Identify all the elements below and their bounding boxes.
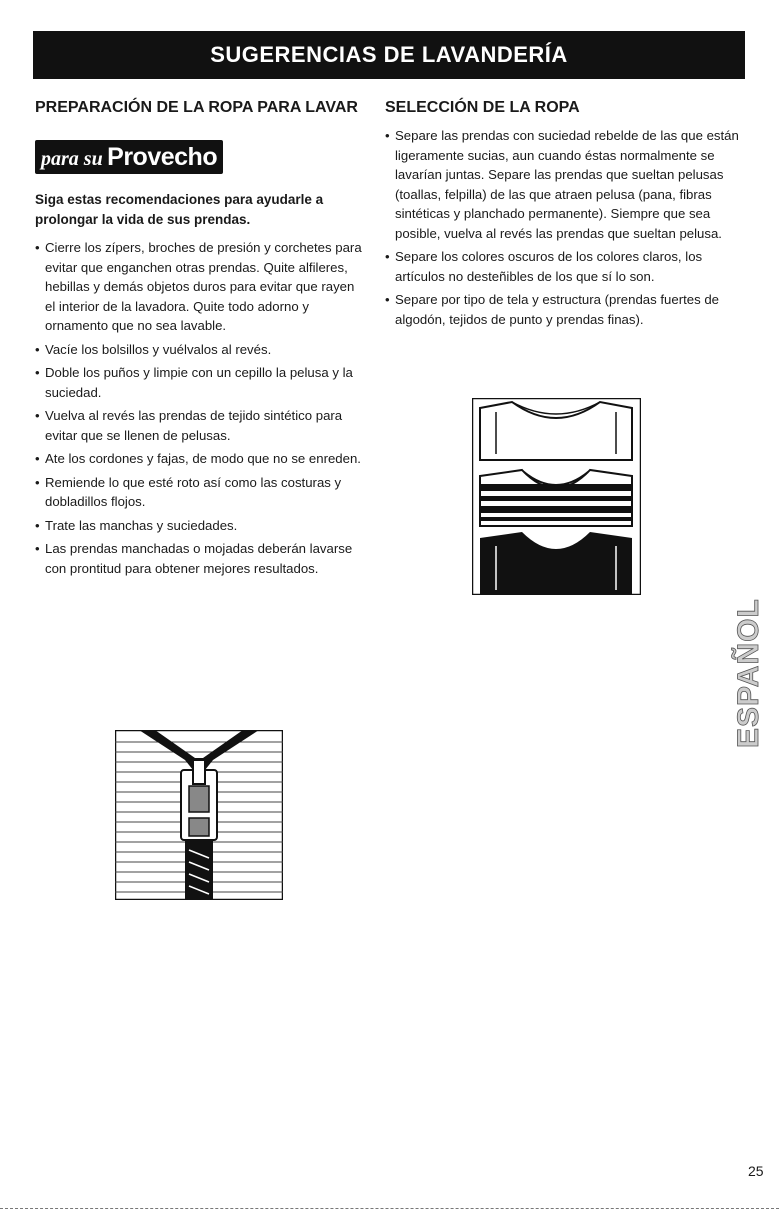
- list-item: • Vacíe los bolsillos y vuélvalos al revés.: [35, 340, 365, 360]
- logo-italic-text: para su: [41, 148, 103, 170]
- language-side-tab: [730, 560, 770, 750]
- list-item: • Las prendas manchadas o mojadas deberán lavarse con prontitud para obtener mejores resultados.: [35, 539, 365, 578]
- left-column: [35, 98, 365, 582]
- list-item: • Remiende lo que esté roto así como las costuras y dobladillos flojos.: [35, 473, 365, 512]
- list-item: • Trate las manchas y suciedades.: [35, 516, 365, 536]
- page-number: 25: [748, 1163, 764, 1179]
- stacked-shirts-illustration: [472, 398, 641, 595]
- para-su-provecho-logo: [35, 140, 223, 174]
- section-heading-preparation: PREPARACIÓN DE LA ROPA PARA LAVAR: [35, 99, 358, 116]
- list-item: • Vuelva al revés las prendas de tejido sintético para evitar que se llenen de pelusas.: [35, 406, 365, 445]
- page-header: SUGERENCIAS DE LAVANDERÍA: [33, 31, 745, 79]
- right-column: [385, 98, 745, 333]
- list-item: • Separe por tipo de tela y estructura (prendas fuertes de algodón, tejidos de punto y prendas finas).: [385, 290, 745, 329]
- intro-text: Siga estas recomendaciones para ayudarle a prolongar la vida de sus prendas.: [35, 192, 324, 227]
- logo-bold-text: Provecho: [107, 143, 218, 171]
- side-tab-text: ESPAÑOL: [732, 598, 765, 748]
- selection-list: [385, 126, 745, 329]
- list-item: • Separe las prendas con suciedad rebelde de las que están ligeramente sucias, aun cuando éstas normalmente se lavarían juntas. Separe las prendas que sueltan pelusas (toallas, felpilla) de las que atraen pelusa (pana, fibras sintéticas y planchado permanente). Siempre que sea posible, vuelva al revés las prendas que sueltan pelusa.: [385, 126, 745, 243]
- section-heading-selection: SELECCIÓN DE LA ROPA: [385, 99, 580, 116]
- list-item: • Cierre los zípers, broches de presión y corchetes para evitar que enganchen otras prendas. Quite alfileres, hebillas y demás objetos duros para evitar que rayen el interior de la lavadora. Quite todo adorno y ornamento que no sea lavable.: [35, 238, 365, 336]
- list-item: • Separe los colores oscuros de los colores claros, los artículos no desteñibles de los que sí lo son.: [385, 247, 745, 286]
- list-item: • Ate los cordones y fajas, de modo que no se enreden.: [35, 449, 365, 469]
- list-item: • Doble los puños y limpie con un cepillo la pelusa y la suciedad.: [35, 363, 365, 402]
- preparation-list: [35, 238, 365, 578]
- zipper-illustration: [115, 730, 283, 900]
- bottom-divider: [0, 1208, 779, 1209]
